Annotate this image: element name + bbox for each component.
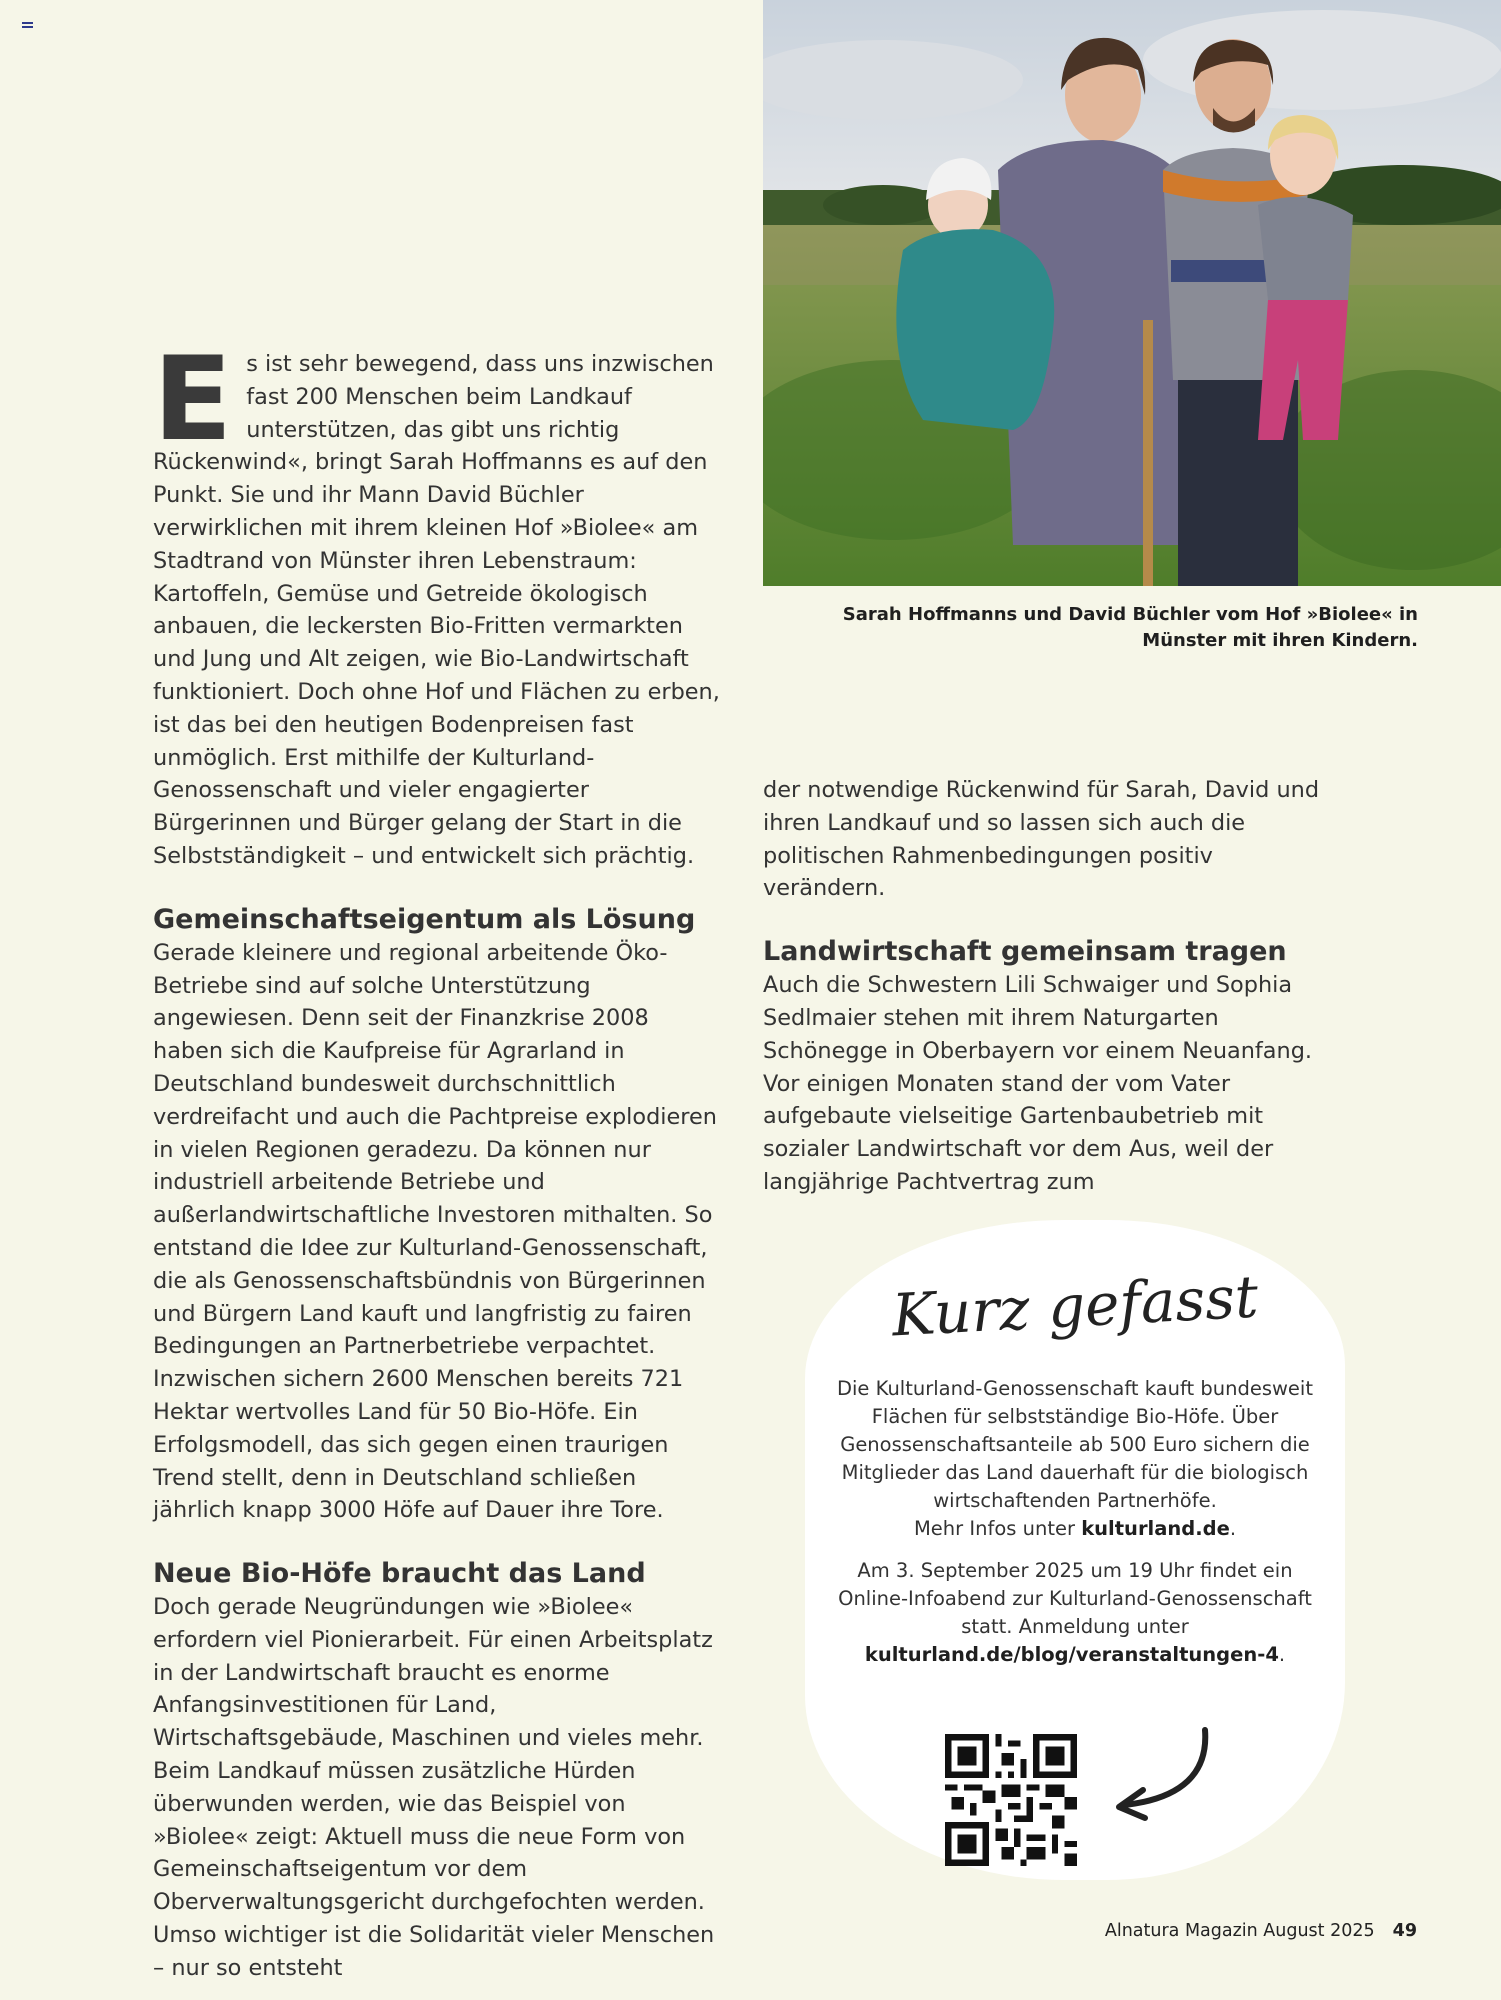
menu-icon[interactable]	[22, 22, 33, 30]
intro-paragraph	[153, 332, 720, 873]
event-link[interactable]: kulturland.de/blog/veranstaltungen-4	[864, 1643, 1279, 1666]
magazine-name: Alnatura Magazin August 2025	[1104, 1921, 1375, 1941]
info-box-summary: Die Kulturland-Genossenschaft kauft bundesweit Flächen für selbstständige Bio-Höfe. Über Genossenschaftsanteile ab 500 Euro sichern die Mitglieder das Land dauerhaft für die biologisch wirtschaftenden Partnerhöfe.	[837, 1377, 1313, 1512]
more-info-prefix: Mehr Infos unter	[913, 1517, 1082, 1540]
info-box-text	[830, 1375, 1320, 1683]
heading-neue-bio-hoefe: Neue Bio-Höfe braucht das Land	[153, 1558, 646, 1590]
paragraph-schwestern: Auch die Schwestern Lili Schwaiger und Sophia Sedlmaier stehen mit ihrem Naturgarten Schönegge in Oberbayern vor einem Neuanfang. Vor einigen Monaten stand der vom Vater aufgebaute vielseitige Gartenbaubetrieb mit sozialer Landwirtschaft vor dem Aus, weil der langjährige Pachtvertrag zum	[763, 972, 1313, 1195]
paragraph-gemeinschaftseigentum: Gerade kleinere und regional arbeitende Öko-Betriebe sind auf solche Unterstützung angewiesen. Denn seit der Finanzkrise 2008 haben sich die Kaufpreise für Agrarland in Deutschland bundesweit durchschnittlich verdreifacht und auch die Pachtpreise explodieren in vielen Regionen geradezu. Da können nur industriell arbeitende Betriebe und außerlandwirtschaftliche Investoren mithalten. So entstand die Idee zur Kulturland-Genossenschaft, die als Genossenschaftsbündnis von Bürgerinnen und Bürgern Land kauft und langfristig zu fairen Bedingungen an Partnerbetriebe verpachtet. Inzwischen sichern 2600 Menschen bereits 721 Hektar wertvolles Land für 50 Bio-Höfe. Ein Erfolgsmodell, das sich gegen einen traurigen Trend stellt, denn in Deutschland schließen jährlich knapp 3000 Höfe auf Dauer ihre Tore.	[153, 939, 717, 1524]
paragraph-neue-bio-hoefe: Doch gerade Neugründungen wie »Biolee« erfordern viel Pionierarbeit. Für einen Arbeitsplatz in der Landwirtschaft braucht es enorme Anfangsinvestitionen für Land, Wirtschaftsgebäude, Maschinen und vieles mehr. Beim Landkauf müssen zusätzliche Hürden überwunden werden, wie das Beispiel von »Biolee« zeigt: Aktuell muss die neue Form von Gemeinschaftseigentum vor dem Oberverwaltungsgericht durchgefochten werden. Umso wichtiger ist die Solidarität vieler Menschen – nur so entsteht	[153, 1594, 715, 1981]
arrow-icon	[1105, 1725, 1220, 1825]
page-footer	[1105, 1921, 1417, 1941]
kulturland-link[interactable]: kulturland.de	[1081, 1517, 1230, 1540]
event-link-suffix: .	[1278, 1643, 1286, 1666]
family-photo	[763, 0, 1501, 586]
intro-text: s ist sehr bewegend, dass uns inzwischen fast 200 Menschen beim Landkauf unterstützen, das gibt uns richtig Rückenwind«, bringt Sarah Hoffmanns es auf den Punkt. Sie und ihr Mann David Büchler verwirklichen mit ihrem kleinen Hof »Biolee« am Stadtrand von Münster ihren Lebenstraum: Kartoffeln, Gemüse und Getreide ökologisch anbauen, die leckersten Bio-Fritten vermarkten und Jung und Alt zeigen, wie Bio-Landwirtschaft funktioniert. Doch ohne Hof und Flächen zu erben, ist das bei den heutigen Bodenpreisen fast unmöglich. Erst mithilfe der Kulturland-Genossenschaft und vieler engagierter Bürgerinnen und Bürger gelang der Start in die Selbstständigkeit – und entwickelt sich prächtig.	[153, 351, 720, 869]
article-column-left	[153, 332, 720, 1985]
article-column-right	[763, 774, 1333, 1199]
heading-landwirtschaft-gemeinsam: Landwirtschaft gemeinsam tragen	[763, 936, 1287, 968]
more-info-suffix: .	[1229, 1517, 1237, 1540]
event-text: Am 3. September 2025 um 19 Uhr findet ein Online-Infoabend zur Kulturland-Genossenschaft statt. Anmeldung unter	[838, 1559, 1312, 1638]
heading-gemeinschaftseigentum: Gemeinschaftseigentum als Lösung	[153, 903, 696, 935]
drop-cap: E	[153, 332, 233, 467]
info-box-title: Kurz gefasst	[890, 1262, 1260, 1350]
photo-caption: Sarah Hoffmanns und David Büchler vom Hof »Biolee« in Münster mit ihren Kindern.	[842, 604, 1418, 651]
page-number: 49	[1392, 1921, 1417, 1941]
qr-code-icon[interactable]	[945, 1734, 1077, 1866]
paragraph-rueckenwind: der notwendige Rückenwind für Sarah, David und ihren Landkauf und so lassen sich auch die politischen Rahmenbedingungen positiv verändern.	[763, 777, 1320, 902]
